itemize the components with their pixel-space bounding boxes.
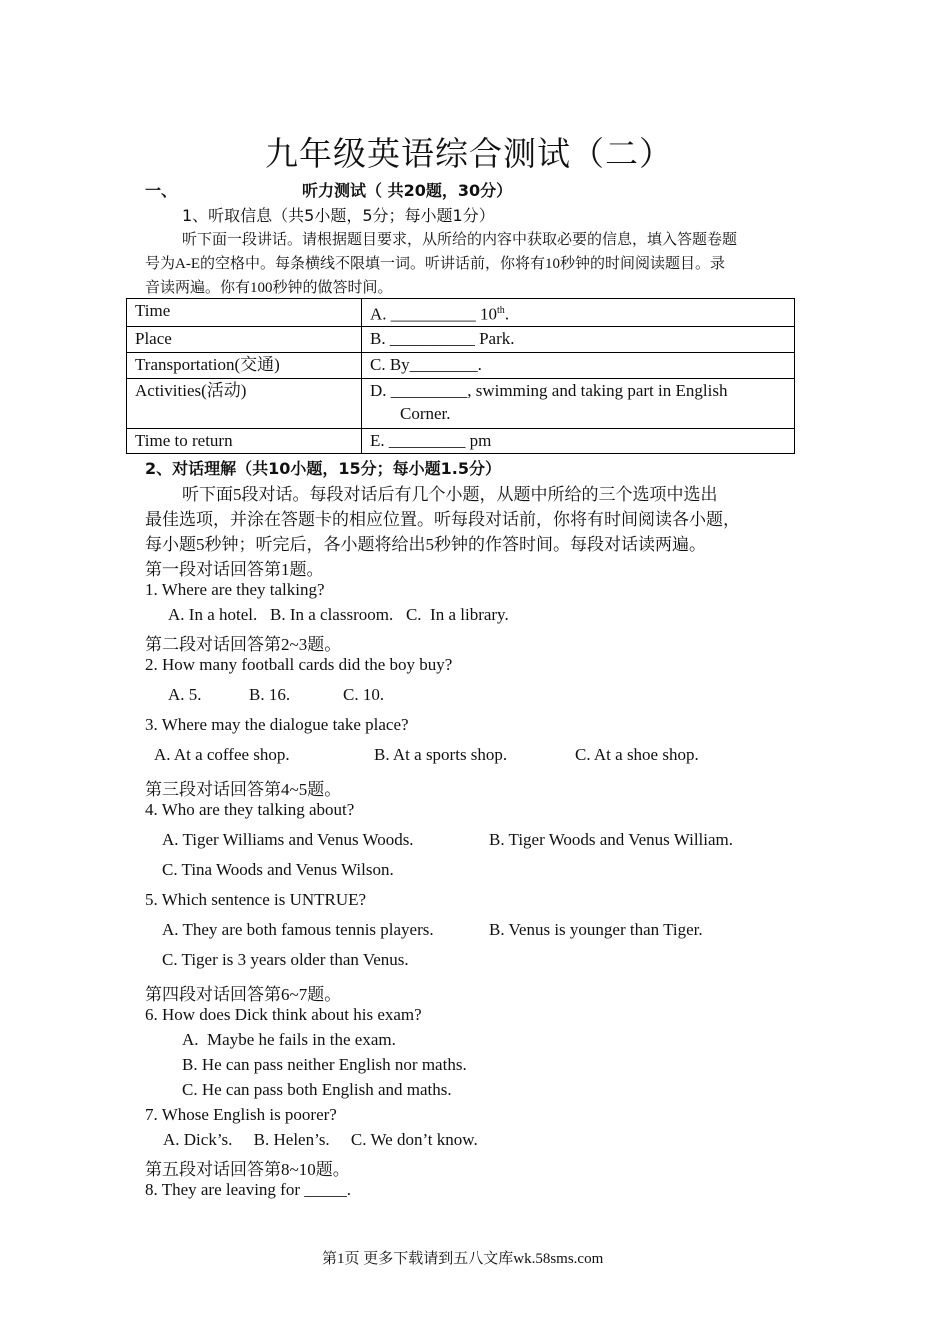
part1-number: 一、 bbox=[145, 181, 178, 200]
row-value-return: E. _________ pm bbox=[362, 428, 795, 453]
question-3-option-b: B. At a sports shop. bbox=[374, 745, 508, 764]
table-row bbox=[127, 299, 795, 327]
question-1-options: A. In a hotel. B. In a classroom. C. In a library. bbox=[168, 605, 509, 624]
question-3-option-a: A. At a coffee shop. bbox=[154, 745, 290, 764]
dialogue5-intro: 第五段对话回答第8~10题。 bbox=[145, 1160, 350, 1179]
table-row bbox=[127, 352, 795, 378]
dialogue4-intro: 第四段对话回答第6~7题。 bbox=[145, 985, 342, 1004]
row-value-activities: D. _________, swimming and taking part in English Corner. bbox=[362, 378, 795, 428]
dialogue2-intro: 第二段对话回答第2~3题。 bbox=[145, 635, 342, 654]
question-4-option-c: C. Tina Woods and Venus Wilson. bbox=[162, 860, 394, 879]
question-4-option-a: A. Tiger Williams and Venus Woods. bbox=[162, 830, 414, 849]
question-5: 5. Which sentence is UNTRUE? bbox=[145, 890, 367, 909]
question-3-option-c: C. At a shoe shop. bbox=[575, 745, 699, 764]
section2-instruction-line2: 最佳选项，并涂在答题卡的相应位置。听每段对话前，你将有时间阅读各小题， bbox=[145, 510, 740, 529]
section1-instruction-line2: 号为A-E的空格中。每条横线不限填一词。听讲话前，你将有10秒钟的时间阅读题目。录 bbox=[145, 256, 725, 272]
dialogue1-intro: 第一段对话回答第1题。 bbox=[145, 560, 324, 579]
question-6-option-b: B. He can pass neither English nor maths. bbox=[182, 1055, 467, 1074]
row-label-return: Time to return bbox=[127, 428, 362, 453]
row-label-place: Place bbox=[127, 326, 362, 352]
row-value-transportation: C. By________. bbox=[362, 352, 795, 378]
section1-instruction-line1: 听下面一段讲话。请根据题目要求，从所给的内容中获取必要的信息，填入答题卷题 bbox=[182, 232, 738, 248]
question-7-options: A. Dick’s. B. Helen’s. C. We don’t know. bbox=[163, 1130, 478, 1149]
question-8: 8. They are leaving for _____. bbox=[145, 1180, 351, 1199]
page-title: 九年级英语综合测试（二） bbox=[265, 137, 673, 173]
question-3: 3. Where may the dialogue take place? bbox=[145, 715, 409, 734]
question-4-option-b: B. Tiger Woods and Venus William. bbox=[489, 830, 734, 849]
table-row bbox=[127, 326, 795, 352]
question-2-option-b: B. 16. bbox=[249, 685, 291, 704]
row-label-transportation: Transportation(交通) bbox=[127, 352, 362, 378]
question-5-option-c: C. Tiger is 3 years older than Venus. bbox=[162, 950, 409, 969]
question-2-option-a: A. 5. bbox=[168, 685, 202, 704]
section1-instruction-line3: 音读两遍。你有100秒钟的做答时间。 bbox=[145, 280, 393, 296]
row-value-place: B. __________ Park. bbox=[362, 326, 795, 352]
section2-heading: 2、对话理解（共10小题，15分；每小题1.5分） bbox=[145, 459, 502, 478]
question-6: 6. How does Dick think about his exam? bbox=[145, 1005, 422, 1024]
question-5-option-a: A. They are both famous tennis players. bbox=[162, 920, 434, 939]
section1-heading: 1、听取信息（共5小题，5分；每小题1分） bbox=[182, 206, 495, 225]
row-value-time: A. __________ 10th. bbox=[362, 299, 795, 327]
question-2-option-c: C. 10. bbox=[343, 685, 385, 704]
question-5-option-b: B. Venus is younger than Tiger. bbox=[489, 920, 703, 939]
row-label-activities: Activities(活动) bbox=[127, 378, 362, 428]
section2-instruction-line3: 每小题5秒钟；听完后，各小题将给出5秒钟的作答时间。每段对话读两遍。 bbox=[145, 535, 706, 554]
question-6-option-c: C. He can pass both English and maths. bbox=[182, 1080, 452, 1099]
part1-heading: 听力测试（ 共20题，30分） bbox=[302, 181, 513, 200]
question-7: 7. Whose English is poorer? bbox=[145, 1105, 337, 1124]
table-row bbox=[127, 428, 795, 453]
info-table bbox=[126, 298, 795, 454]
question-2: 2. How many football cards did the boy buy? bbox=[145, 655, 453, 674]
dialogue3-intro: 第三段对话回答第4~5题。 bbox=[145, 780, 342, 799]
question-4: 4. Who are they talking about? bbox=[145, 800, 355, 819]
row-label-time: Time bbox=[127, 299, 362, 327]
section2-instruction-line1: 听下面5段对话。每段对话后有几个小题，从题中所给的三个选项中选出 bbox=[182, 485, 718, 504]
page-footer: 第1页 更多下载请到五八文库wk.58sms.com bbox=[322, 1251, 604, 1267]
question-6-option-a: A. Maybe he fails in the exam. bbox=[182, 1030, 396, 1049]
question-1: 1. Where are they talking? bbox=[145, 580, 325, 599]
table-row bbox=[127, 378, 795, 428]
